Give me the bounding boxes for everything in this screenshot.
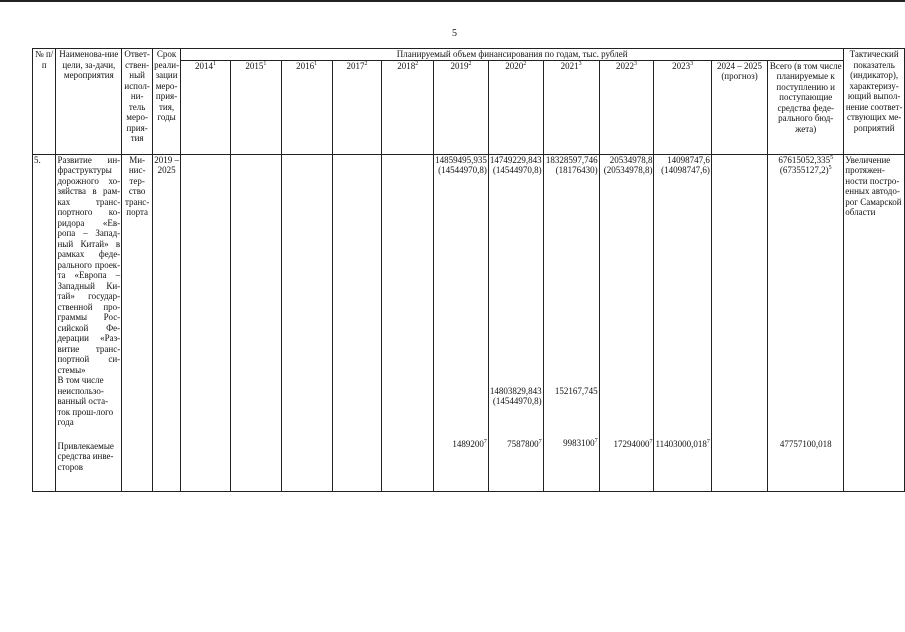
carryover-2020: 14803829,843 (14544970,8) xyxy=(489,385,542,406)
investor-2020: 7587800$^7$ xyxy=(507,438,542,449)
row-sub1-label: В том числе неиспользо-ванный оста-ток прош-лого года xyxy=(57,375,114,427)
investor-2019: 1489200$^7$ xyxy=(452,438,487,449)
header-num: № п/п xyxy=(33,49,56,155)
page-top-border xyxy=(0,0,905,2)
row-indicator: Увеличение протяжен-ности постро-енных автодо-рог Самарской области xyxy=(844,154,905,491)
header-row-1 xyxy=(33,49,905,61)
header-year: 2021$^3$ xyxy=(543,60,599,154)
row-responsible: Ми-нис-тер-ство транс-порта xyxy=(122,154,153,491)
carryover-2021: 152167,745 xyxy=(554,385,598,396)
header-year: 2015$^1$ xyxy=(230,60,281,154)
header-forecast: 2024 – 2025 (прогноз) xyxy=(711,60,767,154)
value-2022: 20534978,8 (20534978,8) 17294000$^7$ xyxy=(599,154,654,491)
investor-2021: 9983100$^7$ xyxy=(563,438,598,448)
investor-2022: 17294000$^7$ xyxy=(613,438,653,449)
row-name-cell xyxy=(56,154,122,491)
header-period: Срок реали-зации меро-прия-тия, годы xyxy=(153,49,181,155)
value-2015 xyxy=(230,154,281,491)
header-indicator: Тактический показатель (индикатор), характеризу-ющий выпол-нение соответ-ствующих ме-роприятий xyxy=(844,49,905,155)
header-total: Всего (в том числе планируемые к поступлению и поступающие средства феде-рального бюд-жета) xyxy=(768,60,844,154)
value-forecast xyxy=(711,154,767,491)
header-year: 2016$^1$ xyxy=(281,60,332,154)
page-number: 5 xyxy=(452,28,457,39)
value-2018 xyxy=(382,154,434,491)
investor-total: 47757100,018 xyxy=(779,438,832,449)
header-responsible: Ответ-ствен-ный испол-ни-тель меро-прия-тия xyxy=(122,49,153,155)
value-2017 xyxy=(332,154,382,491)
header-financing: Планируемый объем финансирования по годам, тыс. рублей xyxy=(181,49,844,61)
investor-2023: 11403000,018$^7$ xyxy=(655,438,710,449)
row-name: Развитие ин-фраструктуры дорожного хо-зяйства в рам-ках транс-портного ко-ридора «Ев-ропа – Запад-ный Китай» в рамках феде-рального проек-та «Европа – Западный Ки-тай» государ-ственной про-граммы Рос-сийской Фе-дерации «Раз-витие транс-портной си-стемы» xyxy=(57,154,121,375)
value-2019: 14859495,935 (14544970,8) 1489200$^7$ xyxy=(434,154,489,491)
row-number: 5. xyxy=(33,154,56,491)
value-total: 67615052,335$^5$ $(67355127,2)^5$ 47757100,018 xyxy=(768,154,844,491)
header-year: 2019$^2$ xyxy=(434,60,489,154)
header-year: 2014$^1$ xyxy=(181,60,231,154)
value-2020: 14749229,843 (14544970,8) 14803829,843 (14544970,8) 7587800$^7$ xyxy=(488,154,543,491)
value-2016 xyxy=(281,154,332,491)
row-sub2-label: Привлекаемые средства инве-сторов xyxy=(57,440,114,472)
header-year: 2018$^2$ xyxy=(382,60,434,154)
header-year: 2017$^2$ xyxy=(332,60,382,154)
row-period: 2019 – 2025 xyxy=(153,154,181,491)
financing-table xyxy=(32,48,905,492)
data-row xyxy=(33,154,905,491)
header-year: 2022$^3$ xyxy=(599,60,654,154)
header-year: 2023$^3$ xyxy=(654,60,711,154)
value-2021: 18328597,746 (18176430) 152167,745 9983100$^7$ xyxy=(543,154,599,491)
value-2023: 14098747,6 (14098747,6) 11403000,018$^7$ xyxy=(654,154,711,491)
value-2014 xyxy=(181,154,231,491)
header-name: Наименова-ние цели, за-дачи, мероприятия xyxy=(56,49,122,155)
header-year: 2020$^2$ xyxy=(488,60,543,154)
